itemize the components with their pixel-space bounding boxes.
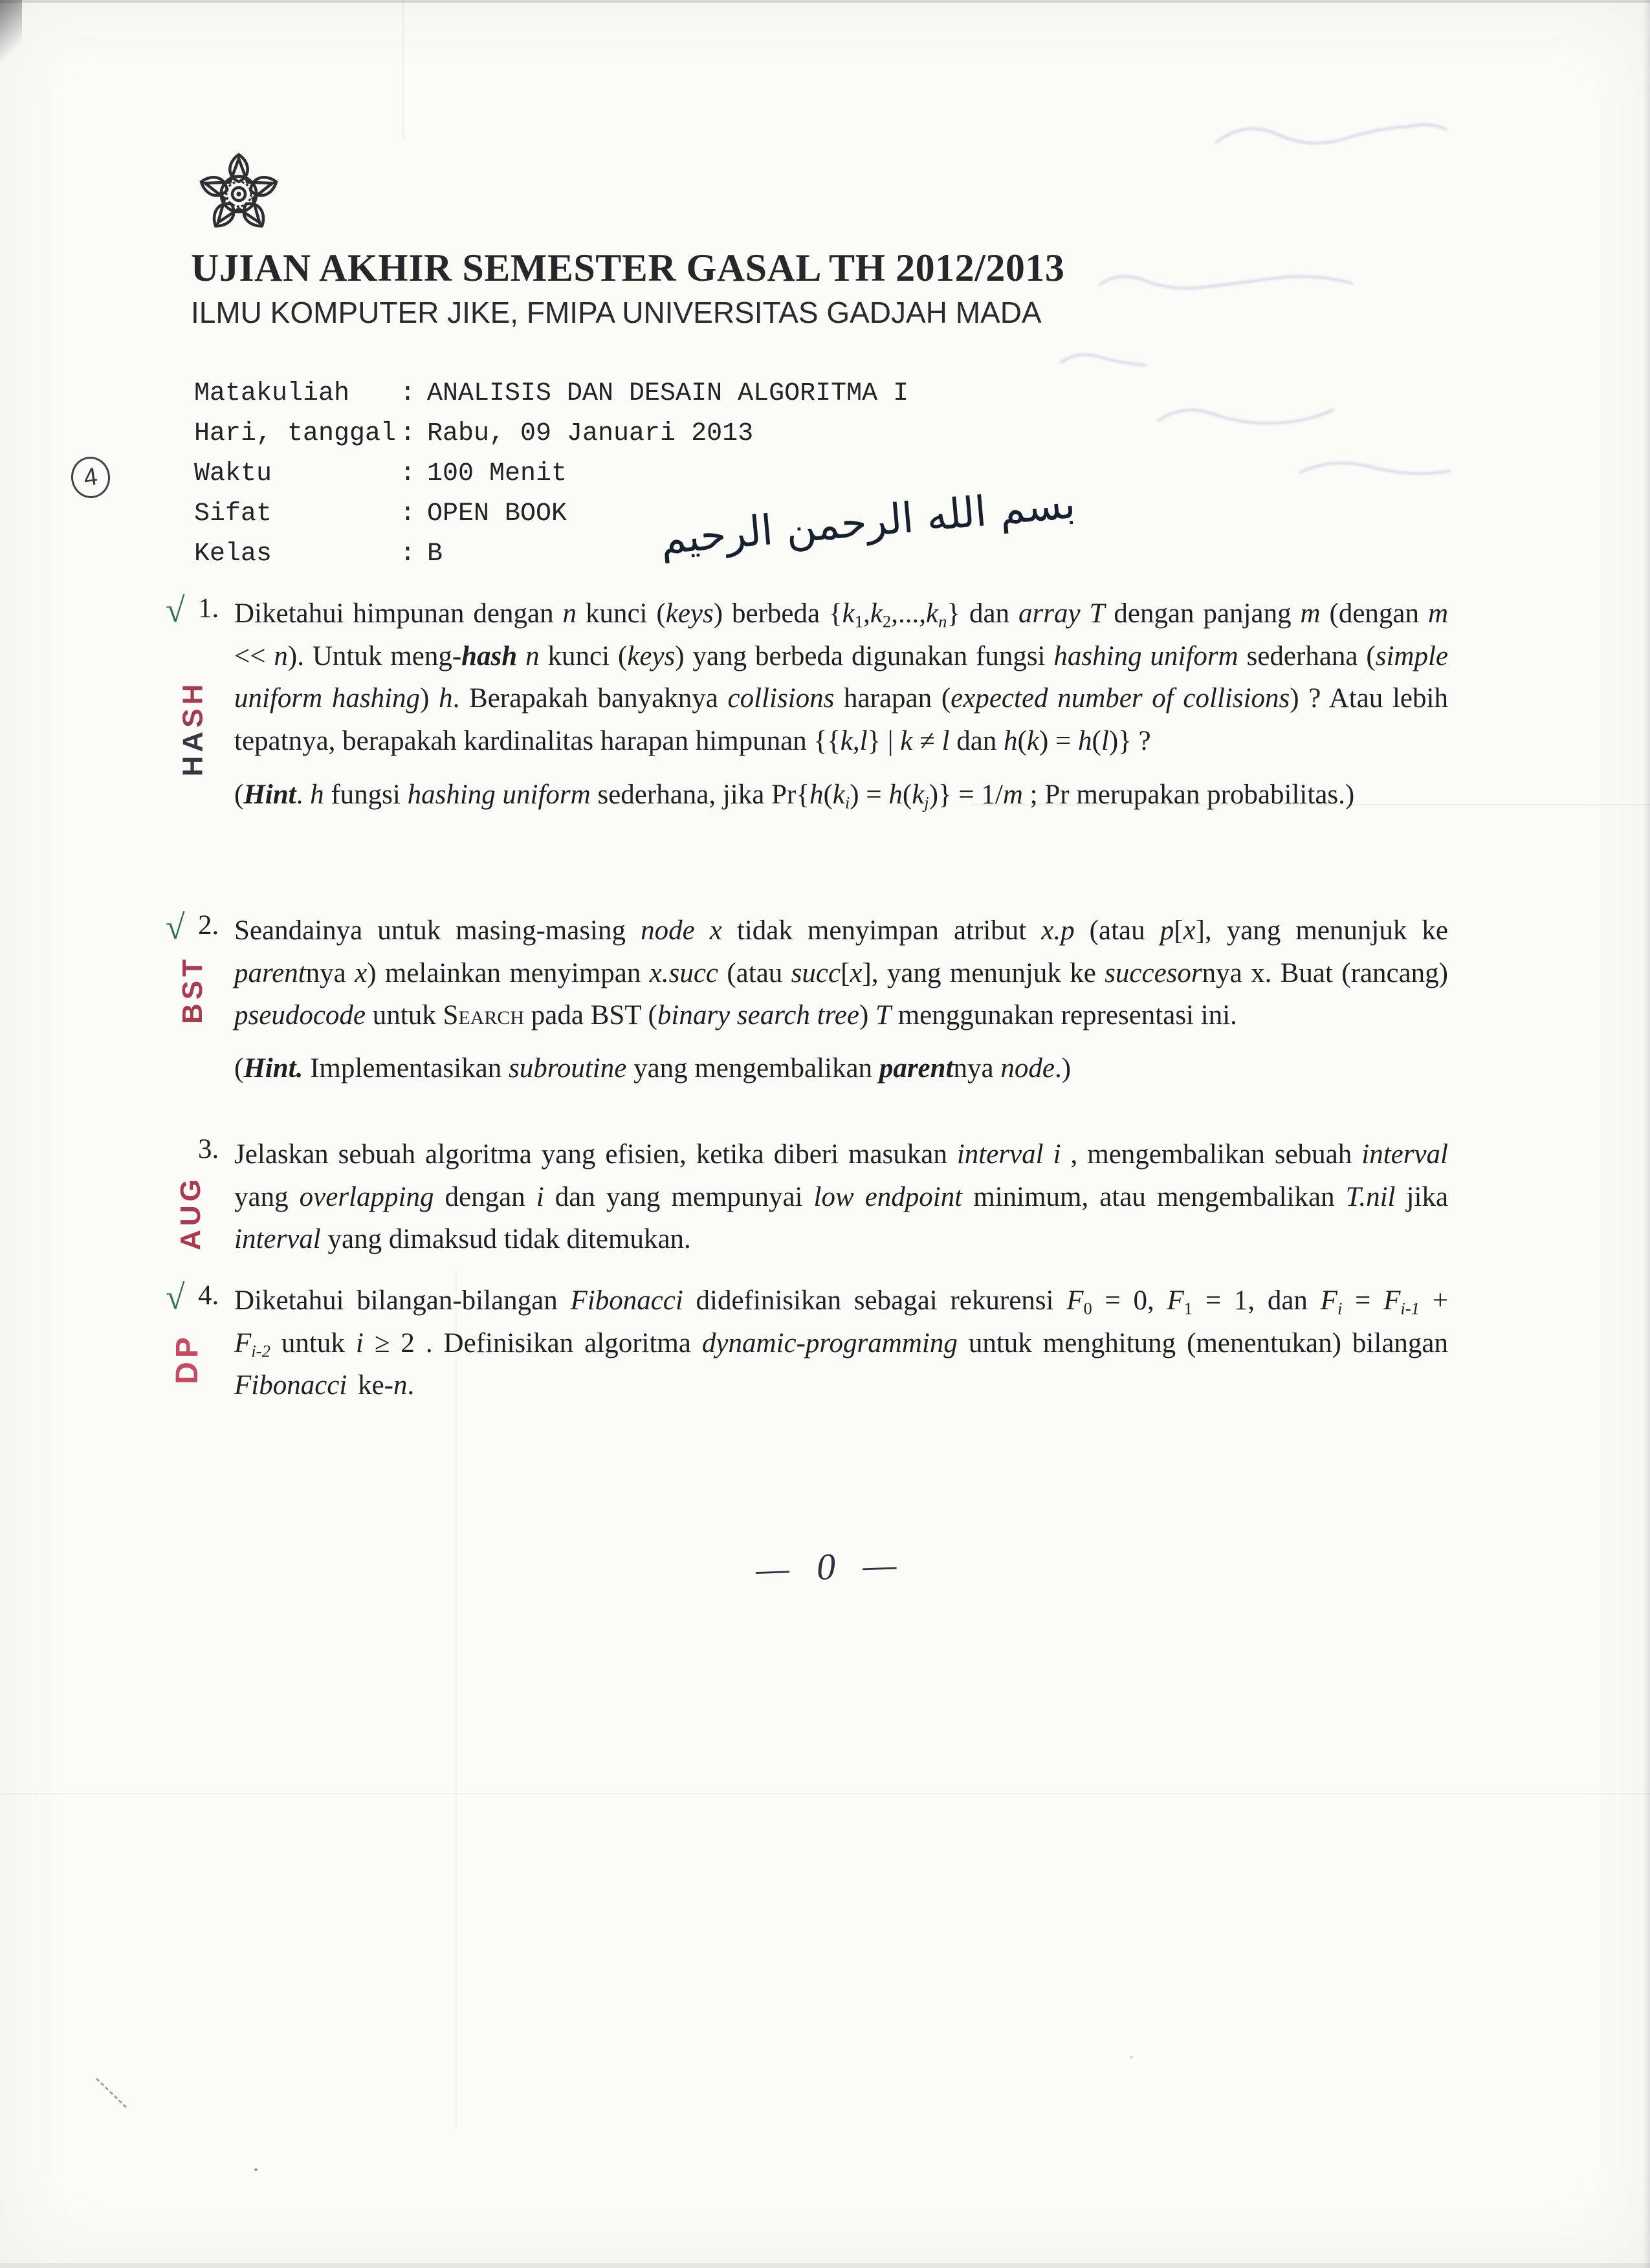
handwritten-margin-note-hash: HASH [177,680,208,777]
handwritten-margin-note-bst: BST [177,955,208,1024]
meta-colon: : [400,459,416,488]
meta-label: Matakuliah [194,379,350,408]
meta-value: OPEN BOOK [427,499,567,529]
paper-crease [0,1793,1650,1794]
question-text: Diketahui himpunan dengan n kunci (keys) berbeda $\{k_1,k_2,...,k_n\}$ dan array T dengan panjang m (dengan m << n). Untuk meng-hash n kunci (keys) yang berbeda digunakan fungsi hashing uniform sederhana (simple uniform hashing) h. Berapakah banyaknya collisions harapan (expected number of collisions) ? Atau lebih tepatnya, berapakah kardinalitas harapan himpunan {{k,l} | k ≠ l dan h(k) = h(l)} ? [234,598,1448,756]
question-hint: (Hint. Implementasikan subroutine yang mengembalikan parentnya node.) [234,1052,1072,1084]
meta-value: ANALISIS DAN DESAIN ALGORITMA I [427,379,909,408]
scan-edge-right [1643,0,1650,2268]
meta-label: Sifat [194,499,272,529]
meta-colon: : [400,540,416,569]
meta-row-hari-tanggal [194,414,908,454]
question-number: 4. [198,1280,219,1311]
question-number: 2. [198,910,219,941]
meta-value: 100 Menit [427,459,567,488]
scan-speck [254,2168,258,2171]
meta-colon: : [400,379,416,408]
paper-crease-diagonal [96,2078,127,2108]
scan-corner-shadow [0,0,22,71]
scan-edge-top [0,0,1650,3]
faculty-line: ILMU KOMPUTER JIKE, FMIPA UNIVERSITAS GADJAH MADA [191,296,1042,329]
handwritten-margin-note-dp: DP [170,1333,204,1384]
question-text: Seandainya untuk masing-masing node x tidak menyimpan atribut x.p (atau p[x], yang menunjuk ke parentnya x) melainkan menyimpan x.succ (atau succ[x], yang menunjuk ke succesornya x. Buat (rancang) pseudocode untuk Search pada BST (binary search tree) T menggunakan representasi ini. [234,915,1448,1030]
question-3 [198,1133,1449,1261]
meta-label: Kelas [194,540,272,569]
meta-label: Waktu [194,459,272,488]
meta-value: B [427,540,443,569]
meta-row-matakuliah [194,374,908,414]
exam-title: UJIAN AKHIR SEMESTER GASAL TH 2012/2013 [191,246,1065,289]
header [191,247,1291,329]
handwritten-margin-note-aug: AUG [175,1175,206,1250]
meta-colon: : [400,419,416,448]
scan-edge-bottom [0,2263,1650,2268]
meta-label: Hari, tanggal [194,419,397,448]
handwritten-end-mark: — 0 — [754,1542,907,1591]
checkmark-icon: √ [166,591,185,629]
handwritten-bismillah-arabic: بسم الله الرحمن الرحيم [658,480,1077,564]
paper-crease [402,0,404,139]
question-text: Diketahui bilangan-bilangan Fibonacci didefinisikan sebagai rekurensi $F_0 = 0$, $F_1 = 1$, dan $F_i = F_{i-1} + F_{i-2}$ untuk i ≥ 2 . Definisikan algoritma dynamic-programming untuk menghitung (menentukan) bilangan Fibonacci ke-n. [234,1285,1448,1401]
question-1 [166,591,1448,816]
question-hint: (Hint. h fungsi hashing uniform sederhana, jika $Pr\{h(k_i) = h(k_j)\} = 1/m$ ; Pr merupakan probabilitas.) [234,780,1355,812]
meta-colon: : [400,499,416,529]
handwritten-circled-page-number: 4 [69,454,113,501]
meta-value: Rabu, 09 Januari 2013 [427,419,754,448]
scan-speck [1130,2056,1133,2058]
question-2 [166,908,1448,1089]
checkmark-icon: √ [166,1278,185,1316]
question-number: 1. [198,593,219,624]
meta-row-waktu [194,454,908,494]
ugm-logo [180,144,298,245]
checkmark-icon: √ [166,908,185,946]
question-number: 3. [198,1134,219,1164]
question-text: Jelaskan sebuah algoritma yang efisien, ketika diberi masukan interval i , mengembalikan sebuah interval yang overlapping dengan i dan yang mempunyai low endpoint minimum, atau mengembalikan T.nil jika interval yang dimaksud tidak ditemukan. [234,1139,1449,1254]
